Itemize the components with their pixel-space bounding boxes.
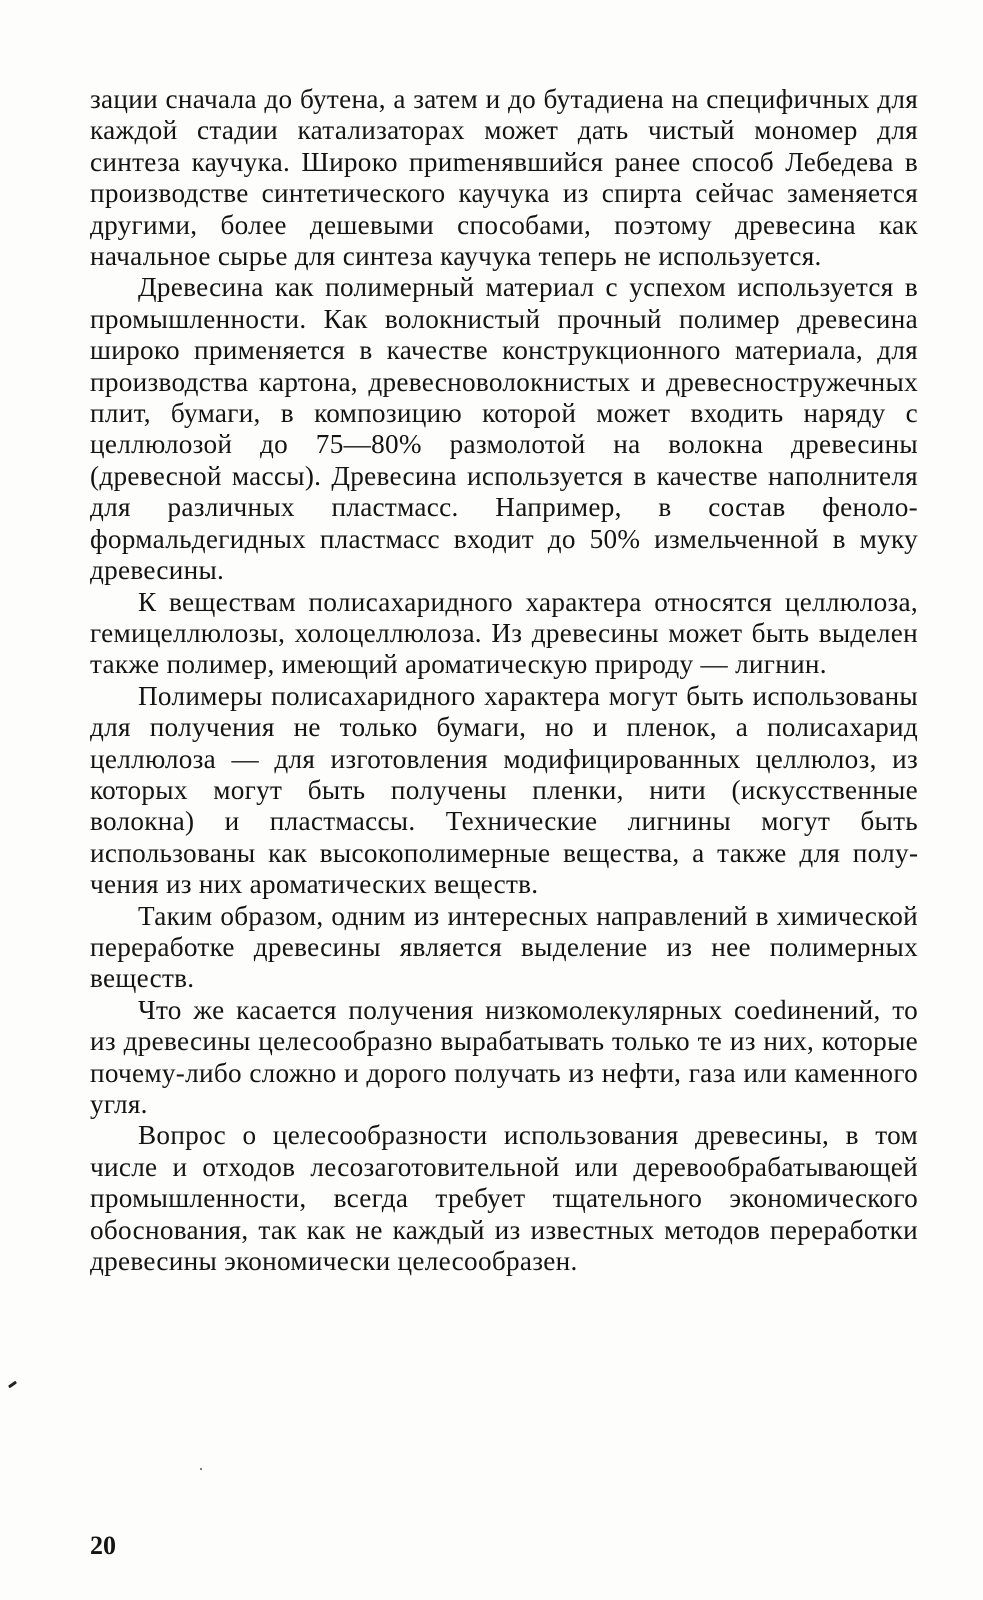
page-number: 20 (90, 1531, 116, 1560)
paragraph-economic: Вопрос о целесообразности использования древесины, в том числе и отходов лесозаготовительной или деревообрабатывающей промышленности, всегда требует тщательного экономического обоснования, так как не каждый из известных методов переработки древесины экономически целесообразен. (90, 1120, 918, 1277)
paragraph-continuation: зации сначала до бутена, а затем и до бутадиена на специфичных для каждой стадии катализаторах может дать чистый мономер для синтеза каучука. Широко приmенявшийся ранее способ Лебедева в производстве синтетического каучука из спирта сейчас заменяется другими, более дешевыми способами, поэтому древесина как начальное сырье для синтеза каучука теперь не используется. (90, 84, 918, 272)
paragraph-low-molecular: Что же касается получения низкомолекулярных соеdинений, то из древесины целесообразно вырабатывать только те из них, которые почему-либо сложно и дорого получать из нефти, газа или каменного угля. (90, 994, 918, 1119)
paragraph-polysaccharides: К веществам полисахаридного характера относятся целлюлоза, гемицеллюлозы, холоцеллюлоза. Из древесины может быть выделен также полимер, имеющий ароматическую природу — лигнин. (90, 586, 918, 680)
paragraph-wood-polymer-material: Древесина как полимерный материал с успехом используется в промышленности. Как волокнистый прочный полимер древесина широко применяется в качестве конструкционного материала, для производства картона, древесноволокнистых и древесностружечных плит, бумаги, в композицию которой может входить наряду с целлюлозой до 75—80% размолотой на волокна древесины (древесной массы). Древесина используется в качестве наполнителя для различных пластмасс. Например, в состав феноло-формальдегидных пластмасс входит до 50% измельченной в муку древесины. (90, 272, 918, 586)
paragraph-conclusion: Таким образом, одним из интересных направлений в химической переработке древесины является выделение из нее полимерных веществ. (90, 900, 918, 994)
paragraph-polymer-uses: Полимеры полисахаридного характера могут быть использованы для получения не только бумаги, но и пленок, а полисахарид целлюлоза — для изготовления модифицированных целлюлоз, из которых могут быть получены пленки, нити (искусственные волокна) и пластмассы. Технические лигнины могут быть использованы как высокополимерные вещества, а также для получения из них ароматических веществ. (90, 680, 918, 900)
text-body (90, 84, 918, 1277)
print-speck (200, 1468, 202, 1470)
margin-mark (8, 1381, 17, 1389)
